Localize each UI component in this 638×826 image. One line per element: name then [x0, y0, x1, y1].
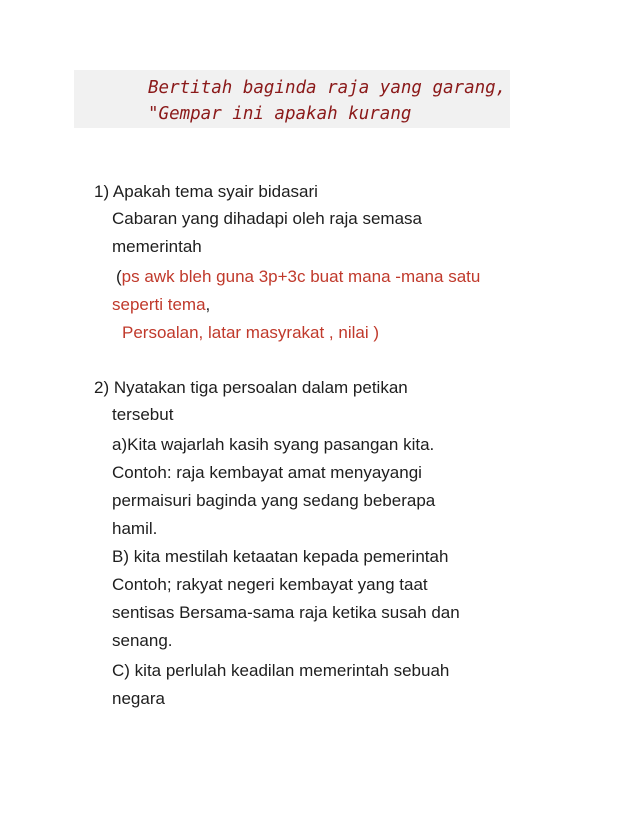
quote-line-1: Bertitah baginda raja yang garang,: [148, 78, 507, 98]
question-2-line-1: 2) Nyatakan tiga persoalan dalam petikan: [94, 378, 408, 397]
note-1-line-1-text: ps awk bleh guna 3p+3c buat mana -mana satu: [121, 267, 481, 286]
note-comma: ,: [205, 295, 211, 314]
answer-1-line-2: memerintah: [112, 237, 202, 256]
answer-a-line-1: a)Kita wajarlah kasih syang pasangan kita.: [112, 435, 435, 454]
answer-b-line-2: Contoh; rakyat negeri kembayat yang taat: [112, 575, 428, 594]
note-open-paren: (: [116, 267, 122, 286]
question-1: 1) Apakah tema syair bidasari: [94, 182, 318, 201]
answer-a-line-2: Contoh: raja kembayat amat menyayangi: [112, 463, 422, 482]
answer-a-line-4: hamil.: [112, 519, 158, 538]
quote-line-2: "Gempar ini apakah kurang: [148, 104, 412, 124]
note-1-line-2: [112, 294, 210, 316]
answer-c-line-2: negara: [112, 689, 165, 708]
answer-c-line-1: C) kita perlulah keadilan memerintah sebuah: [112, 661, 450, 680]
note-1-line-2-text: seperti tema: [112, 295, 206, 314]
note-1-line-1: [116, 266, 480, 288]
answer-1-line-1: Cabaran yang dihadapi oleh raja semasa: [112, 209, 422, 228]
answer-a-line-3: permaisuri baginda yang sedang beberapa: [112, 491, 436, 510]
answer-b-line-3: sentisas Bersama-sama raja ketika susah dan: [112, 603, 460, 622]
answer-b-line-4: senang.: [112, 631, 173, 650]
question-2-line-2: tersebut: [112, 405, 174, 424]
answer-b-line-1: B) kita mestilah ketaatan kepada pemerintah: [112, 547, 449, 566]
note-1-line-3: Persoalan, latar masyrakat , nilai ): [122, 323, 379, 342]
